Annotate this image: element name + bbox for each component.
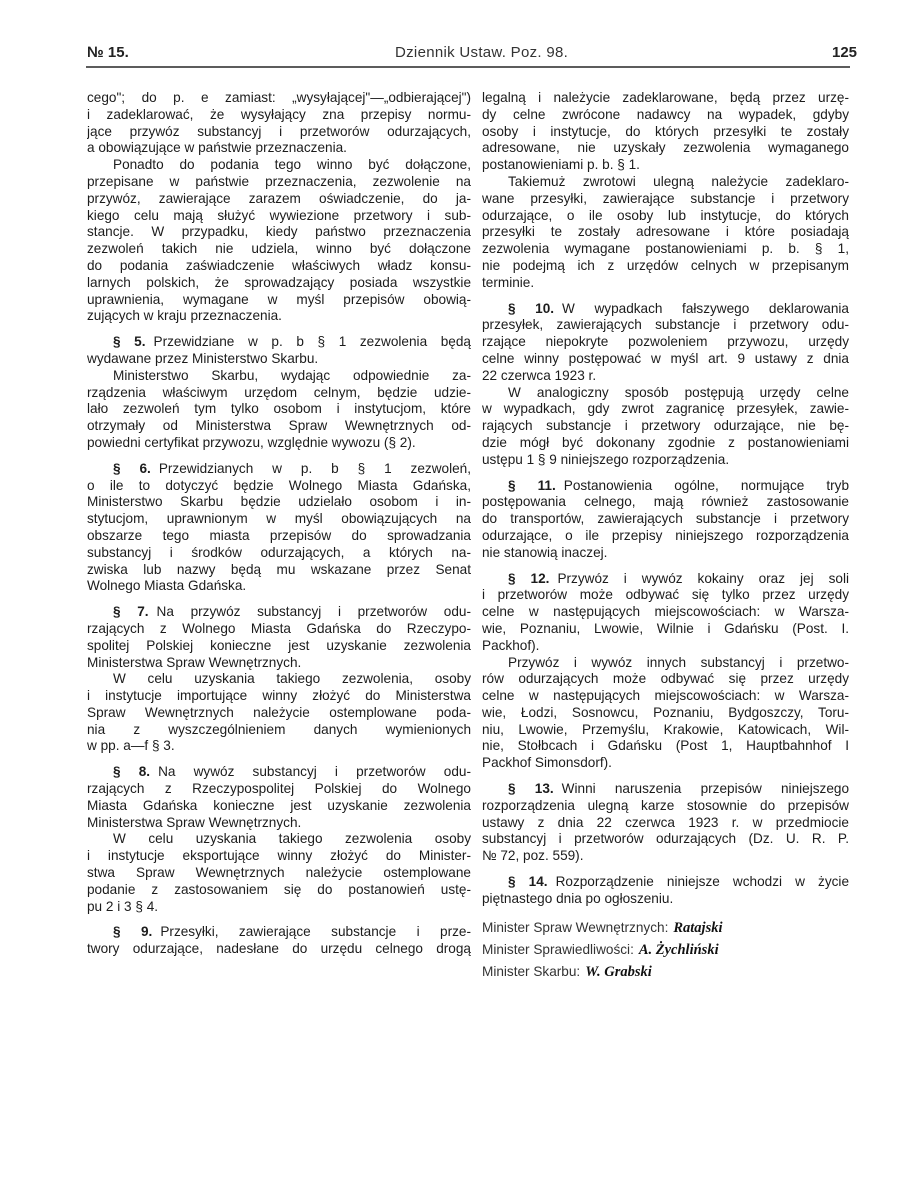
line-text: w pp. a—f § 3. xyxy=(87,738,175,754)
line-text: legalną i należycie zadeklarowane, będą przez urzę- xyxy=(482,90,849,105)
text-line xyxy=(87,461,471,478)
text-line xyxy=(482,174,849,191)
text-line xyxy=(482,528,849,545)
text-line xyxy=(87,831,471,848)
text-line xyxy=(482,798,849,815)
minister-name: Ratajski xyxy=(673,919,723,936)
line-text: postanowieniami p. b. § 1. xyxy=(482,157,640,173)
text-line xyxy=(482,275,849,292)
section-number: § 9. xyxy=(113,924,153,940)
section-paragraph xyxy=(482,301,849,385)
line-text: podanie z zastosowaniem się do postanowień ustę- xyxy=(87,881,471,897)
line-text: nie podejmą ich z urzędów celnych w przepisanym xyxy=(482,257,849,273)
paragraph xyxy=(482,385,849,469)
line-text: nie, Stołbcach i Gdańsku (Post 1, Hauptbahnhof I xyxy=(482,738,849,754)
text-line xyxy=(482,208,849,225)
line-text: rzających z Rzeczypospolitej Polskiej do Wolnego xyxy=(87,781,471,797)
line-text: niu, Lwowie, Przemyślu, Krakowie, Katowicach, Wil- xyxy=(482,721,849,737)
line-text: stancje. W przypadku, kiedy państwo przeznaczenia xyxy=(87,224,471,240)
text-line xyxy=(482,874,849,891)
text-line xyxy=(87,899,471,916)
text-line xyxy=(482,334,849,351)
line-text: i instytucje eksportujące winny złożyć do Minister- xyxy=(87,848,471,864)
text-line xyxy=(87,764,471,781)
text-line xyxy=(482,478,849,495)
text-line xyxy=(482,452,849,469)
line-text: przesyłki te zostały adresowane i które posiadają xyxy=(482,224,849,240)
line-text: rzające niepokryte pozwoleniem przywozu, urzędy xyxy=(482,334,849,350)
text-line xyxy=(482,351,849,368)
header-rule xyxy=(86,66,850,68)
line-text: przepisane w państwie przeznaczenia, zezwolenie na xyxy=(87,173,471,189)
line-text: w wypadkach, gdy zwrot zagranicę przesyłek, zawie- xyxy=(482,401,849,417)
text-line xyxy=(482,621,849,638)
text-line xyxy=(482,688,849,705)
section-number: § 11. xyxy=(508,477,556,493)
issue-number: № 15. xyxy=(87,44,129,61)
text-line xyxy=(87,494,471,511)
section-paragraph xyxy=(87,334,471,368)
text-line xyxy=(482,124,849,141)
line-text: zujących w kraju przeznaczenia. xyxy=(87,308,282,324)
text-line xyxy=(87,90,471,107)
text-line xyxy=(87,308,471,325)
line-text: i zadeklarować, że wysyłający zna przepisy normu- xyxy=(87,106,471,122)
text-line xyxy=(482,831,849,848)
text-line xyxy=(87,140,471,157)
line-text: celne w następujących miejscowościach: w Warsza- xyxy=(482,688,849,704)
line-text: rzających z Wolnego Miasta Gdańska do Rzeczypo- xyxy=(87,620,471,636)
text-line xyxy=(482,848,849,865)
section-number: § 7. xyxy=(113,604,149,620)
line-text: nia z wyszczególnieniem danych wymienionych xyxy=(87,721,471,737)
line-text: Wolnego Miasta Gdańska. xyxy=(87,578,247,594)
line-text: kiego celu mają służyć wywiezione przetwory i sub- xyxy=(87,207,471,223)
minister-title: Minister Sprawiedliwości: xyxy=(482,941,634,957)
line-text: lało zezwoleń tym tylko osobom i instytucjom, które xyxy=(87,401,471,417)
line-text: uprawnienia, wymagane w myśl przepisów obowią- xyxy=(87,291,471,307)
text-line xyxy=(482,385,849,402)
line-text: Rozporządzenie niniejsze wchodzi w życie xyxy=(555,874,849,890)
text-line xyxy=(87,224,471,241)
line-text: wydawane przez Ministerstwo Skarbu. xyxy=(87,350,319,366)
text-line xyxy=(482,755,849,772)
line-text: № 72, poz. 559). xyxy=(482,848,584,864)
text-line xyxy=(482,571,849,588)
text-line xyxy=(87,621,471,638)
line-text: terminie. xyxy=(482,274,535,290)
line-text: a obowiązujące w państwie przeznaczenia. xyxy=(87,140,347,156)
line-text: Postanowienia ogólne, normujące tryb xyxy=(563,477,849,493)
line-text: i przetworów może odbywać się tylko przez urzędy xyxy=(482,587,849,603)
line-text: wie, Poznaniu, Lwowie, Wilnie i Gdańsku (Post. I. xyxy=(482,620,849,636)
section-paragraph xyxy=(482,478,849,562)
text-line xyxy=(482,241,849,258)
paragraph xyxy=(482,174,849,292)
text-line xyxy=(87,738,471,755)
line-text: zwiska lub nazwy będą mu wskazane przez Senat xyxy=(87,561,471,577)
text-line xyxy=(87,688,471,705)
text-column-left xyxy=(87,90,471,958)
paragraph xyxy=(482,90,849,174)
text-line xyxy=(482,224,849,241)
text-line xyxy=(482,107,849,124)
line-text: obszarze tego miasta przepisów do sprowadzania xyxy=(87,527,471,543)
text-line xyxy=(87,705,471,722)
signature-line xyxy=(482,917,849,939)
text-line xyxy=(87,351,471,368)
minister-name: W. Grabski xyxy=(585,963,652,980)
line-text: cego"; do p. e zamiast: „wysyłającej"—„odbierającej") xyxy=(87,90,471,105)
section-number: § 5. xyxy=(113,334,146,350)
line-text: W wypadkach fałszywego deklarowania xyxy=(562,300,849,316)
text-line xyxy=(482,90,849,107)
line-text: rządzenia właściwym urzędom celnym, będzie udzie- xyxy=(87,384,471,400)
text-line xyxy=(87,882,471,899)
paragraph xyxy=(87,671,471,755)
text-line xyxy=(87,157,471,174)
text-line xyxy=(482,705,849,722)
line-text: dy celne zwrócone nadawcy na wypadek, gdyby xyxy=(482,106,849,122)
line-text: stwa Spraw Wewnętrznych należycie ostemplowane xyxy=(87,865,471,881)
section-paragraph xyxy=(482,781,849,865)
text-line xyxy=(87,191,471,208)
line-text: odurzające, o ile osoby lub instytucje, do których xyxy=(482,207,849,223)
line-text: odurzające, o ile przepisy niniejszego rozporządzenia xyxy=(482,527,849,543)
line-text: 22 czerwca 1923 r. xyxy=(482,367,597,383)
line-text: stytucjom, uprawnionym w myśl obowiązujących na xyxy=(87,511,471,527)
line-text: do transportów, zawierających substancje i przetwory xyxy=(482,511,849,527)
line-text: W celu uzyskania takiego zezwolenia osoby xyxy=(113,831,471,847)
signature-line xyxy=(482,939,849,961)
text-line xyxy=(482,157,849,174)
text-line xyxy=(87,174,471,191)
text-line xyxy=(87,418,471,435)
text-line xyxy=(482,722,849,739)
text-line xyxy=(482,258,849,275)
section-paragraph xyxy=(87,604,471,671)
line-text: Packhof Simonsdorf). xyxy=(482,755,612,771)
text-column-right xyxy=(482,90,849,983)
line-text: Miasta Gdańska konieczne jest uzyskanie zezwolenia xyxy=(87,797,471,813)
text-line xyxy=(87,798,471,815)
text-line xyxy=(87,848,471,865)
text-line xyxy=(87,385,471,402)
line-text: W celu uzyskania takiego zezwolenia, osoby xyxy=(113,671,471,687)
line-text: ustępu 1 § 9 niniejszego rozporządzenia. xyxy=(482,451,730,467)
line-text: osoby i instytucje, do których przesyłki te zostały xyxy=(482,123,849,139)
line-text: powiedni certyfikat przywozu, względnie wywozu (§ 2). xyxy=(87,434,416,450)
line-text: Przywóz i wywóz kokainy oraz jej soli xyxy=(557,570,849,586)
text-line xyxy=(87,815,471,832)
line-text: o ile to dotyczyć będzie Wolnego Miasta Gdańska, xyxy=(87,477,471,493)
line-text: Winni naruszenia przepisów niniejszego xyxy=(561,781,849,797)
line-text: Ministerstwo Skarbu, wydając odpowiednie za- xyxy=(113,367,471,383)
text-line xyxy=(482,140,849,157)
line-text: dzie mógł być dokonany zgodnie z postanowieniami xyxy=(482,434,849,450)
text-line xyxy=(87,258,471,275)
section-number: § 6. xyxy=(113,460,151,476)
text-line xyxy=(87,865,471,882)
line-text: celne w następujących miejscowościach: w Warsza- xyxy=(482,604,849,620)
text-line xyxy=(482,655,849,672)
line-text: larnych polskich, że sprowadzający posiada wszystkie xyxy=(87,274,471,290)
line-text: piętnastego dnia po ogłoszeniu. xyxy=(482,890,674,906)
text-line xyxy=(87,292,471,309)
line-text: Packhof). xyxy=(482,637,540,653)
text-line xyxy=(87,545,471,562)
text-line xyxy=(87,208,471,225)
line-text: spolitej Polskiej konieczne jest uzyskanie zezwolenia xyxy=(87,637,471,653)
line-text: rozporządzenia ulegną karze stosownie do przepisów xyxy=(482,797,849,813)
text-line xyxy=(87,562,471,579)
text-line xyxy=(482,891,849,908)
line-text: Przesyłki, zawierające substancje i prze- xyxy=(160,924,471,940)
line-text: substancyj i przetworów odurzających (Dz. U. R. P. xyxy=(482,831,849,847)
line-text: Ponadto do podania tego winno być dołączone, xyxy=(113,157,471,173)
section-number: § 10. xyxy=(508,300,555,316)
section-paragraph xyxy=(482,874,849,908)
line-text: wie, Łodzi, Sosnowcu, Poznaniu, Bydgoszczy, Toru- xyxy=(482,704,849,720)
line-text: Ministerstwa Spraw Wewnętrznych. xyxy=(87,654,302,670)
text-line xyxy=(482,301,849,318)
signatures xyxy=(482,917,849,983)
text-line xyxy=(482,368,849,385)
text-line xyxy=(482,587,849,604)
section-number: § 14. xyxy=(508,874,548,890)
text-line xyxy=(482,638,849,655)
text-line xyxy=(87,781,471,798)
text-line xyxy=(482,435,849,452)
text-line xyxy=(87,368,471,385)
line-text: otrzymały od Ministerstwa Spraw Wewnętrznych od- xyxy=(87,418,471,434)
text-line xyxy=(482,317,849,334)
text-line xyxy=(482,511,849,528)
text-line xyxy=(87,511,471,528)
page-number: 125 xyxy=(832,44,858,61)
line-text: celne winny postępować w myśl art. 9 ustawy z dnia xyxy=(482,350,849,366)
line-text: Przewidziane w p. b § 1 zezwolenia będą xyxy=(153,334,471,350)
text-line xyxy=(482,671,849,688)
line-text: rających substancje i przetwory odurzające, nie bę- xyxy=(482,418,849,434)
text-line xyxy=(87,401,471,418)
line-text: pu 2 i 3 § 4. xyxy=(87,898,159,914)
text-line xyxy=(482,604,849,621)
line-text: Ministerstwo Skarbu będzie udzielało osobom i in- xyxy=(87,494,471,510)
section-number: § 13. xyxy=(508,781,554,797)
line-text: Przewidzianych w p. b § 1 zezwoleń, xyxy=(158,460,471,476)
paragraph xyxy=(482,655,849,773)
line-text: Ministerstwa Spraw Wewnętrznych. xyxy=(87,814,302,830)
line-text: nie stanowią inaczej. xyxy=(482,544,608,560)
text-line xyxy=(87,671,471,688)
line-text: Spraw Wewnętrznych należycie ostemplowane poda- xyxy=(87,704,471,720)
line-text: jące przywóz substancyj i przetworów odurzających, xyxy=(87,123,471,139)
section-number: § 12. xyxy=(508,570,550,586)
text-line xyxy=(87,722,471,739)
paragraph xyxy=(87,831,471,915)
line-text: zezwoleń takich nie udziela, winno być dołączone xyxy=(87,241,471,257)
text-line xyxy=(482,401,849,418)
line-text: twory odurzające, nadesłane do urzędu celnego drogą xyxy=(87,941,471,957)
line-text: przywóz, zawierające zarazem oświadczenie, do ja- xyxy=(87,190,471,206)
line-text: i instytucje importujące winny złożyć do Ministerstwa xyxy=(87,688,471,704)
text-line xyxy=(87,655,471,672)
minister-name: A. Żychliński xyxy=(638,941,719,958)
line-text: Takiemuż zwrotowi ulegną należycie zadeklaro- xyxy=(508,173,849,189)
text-line xyxy=(87,604,471,621)
line-text: Na przywóz substancyj i przetworów odu- xyxy=(156,604,471,620)
line-text: do podania zaświadczenie właściwych władz konsu- xyxy=(87,257,471,273)
text-line xyxy=(482,815,849,832)
line-text: przesyłek, zawierających substancje i przetwory odu- xyxy=(482,317,849,333)
text-line xyxy=(482,418,849,435)
section-paragraph xyxy=(87,924,471,958)
text-line xyxy=(87,275,471,292)
text-line xyxy=(87,124,471,141)
running-title: Dziennik Ustaw. Poz. 98. xyxy=(395,44,569,61)
text-line xyxy=(87,107,471,124)
text-line xyxy=(87,435,471,452)
signature-line xyxy=(482,961,849,983)
line-text: adresowane, nie uzyskały zezwolenia wymaganego xyxy=(482,140,849,156)
line-text: ustawy z dnia 22 czerwca 1923 r. w przedmiocie xyxy=(482,814,849,830)
text-line xyxy=(87,334,471,351)
paragraph xyxy=(87,90,471,157)
text-line xyxy=(87,578,471,595)
text-line xyxy=(87,478,471,495)
text-line xyxy=(87,528,471,545)
section-number: § 8. xyxy=(113,764,151,780)
text-line xyxy=(482,738,849,755)
line-text: W analogiczny sposób postępują urzędy celne xyxy=(508,384,849,400)
line-text: rów odurzających może odbywać się przez urzędy xyxy=(482,671,849,687)
line-text: zezwolenia wymagane postanowieniami p. b. § 1, xyxy=(482,241,849,257)
text-line xyxy=(87,241,471,258)
line-text: Na wywóz substancyj i przetworów odu- xyxy=(158,764,471,780)
line-text: wane przesyłki, zawierające substancje i przetwory xyxy=(482,190,849,206)
minister-title: Minister Spraw Wewnętrznych: xyxy=(482,919,669,935)
paragraph xyxy=(87,368,471,452)
line-text: postępowania celnego, mają również zastosowanie xyxy=(482,494,849,510)
section-paragraph xyxy=(482,571,849,655)
section-paragraph xyxy=(87,461,471,595)
text-line xyxy=(482,494,849,511)
text-line xyxy=(87,638,471,655)
text-line xyxy=(87,924,471,941)
text-line xyxy=(482,781,849,798)
section-paragraph xyxy=(87,764,471,831)
text-line xyxy=(482,191,849,208)
paragraph xyxy=(87,157,471,325)
text-line xyxy=(87,941,471,958)
text-line xyxy=(482,545,849,562)
line-text: substancyj i środków odurzających, a których na- xyxy=(87,544,471,560)
minister-title: Minister Skarbu: xyxy=(482,963,581,979)
line-text: Przywóz i wywóz innych substancyj i przetwo- xyxy=(508,654,849,670)
